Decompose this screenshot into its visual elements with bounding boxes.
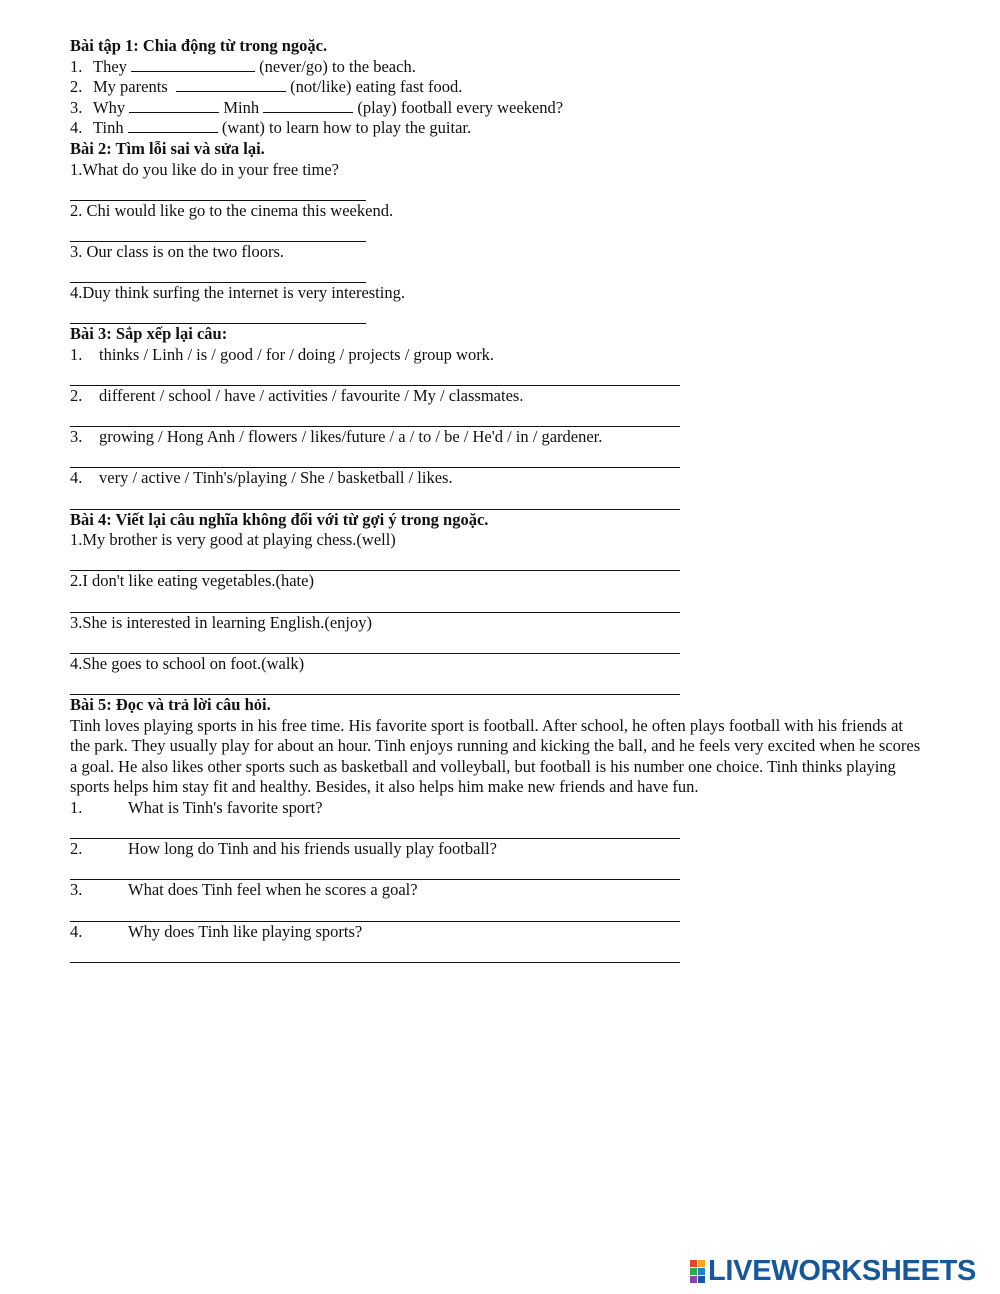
ex5-question-3: 3. What does Tinh feel when he scores a goal? <box>70 880 418 900</box>
ex1-item-4: 4. Tinh (want) to learn how to play the guitar. <box>70 118 472 138</box>
logo-block <box>690 1260 697 1267</box>
ex2-item-3: 3. Our class is on the two floors. <box>70 241 285 261</box>
ex2-heading: Bài 2: Tìm lỗi sai và sửa lại. <box>70 138 265 158</box>
answer-blank[interactable] <box>128 118 218 133</box>
ex4-item-1: 1.My brother is very good at playing chess.(well) <box>70 530 396 550</box>
ex3-item-4: 4. very / active / Tinh's/playing / She / basketball / likes. <box>70 468 453 488</box>
ex3-item-2: 2. different / school / have / activities / favourite / My / classmates. <box>70 386 524 406</box>
ex4-item-2: 2.I don't like eating vegetables.(hate) <box>70 571 314 591</box>
logo-text: LIVEWORKSHEETS <box>708 1254 977 1287</box>
answer-line[interactable] <box>70 942 680 963</box>
ex1-item-3: 3. Why Minh (play) football every weekend? <box>70 97 564 117</box>
ex2-item-4: 4.Duy think surfing the internet is very interesting. <box>70 283 405 303</box>
answer-blank[interactable] <box>263 98 353 113</box>
ex3-item-3: 3. growing / Hong Anh / flowers / likes/future / a / to / be / He'd / in / gardener. <box>70 427 603 447</box>
answer-line[interactable] <box>70 819 680 840</box>
answer-line[interactable] <box>70 304 366 325</box>
logo-block <box>698 1260 705 1267</box>
ex1-item-2: 2. My parents (not/like) eating fast food. <box>70 77 463 97</box>
ex2-item-1: 1.What do you like do in your free time? <box>70 159 339 179</box>
ex5-question-4: 4. Why does Tinh like playing sports? <box>70 921 363 941</box>
answer-blank[interactable] <box>131 57 255 72</box>
answer-line[interactable] <box>70 674 680 695</box>
answer-line[interactable] <box>70 221 366 242</box>
ex5-heading: Bài 5: Đọc và trả lời câu hỏi. <box>70 695 271 714</box>
answer-blank[interactable] <box>129 98 219 113</box>
answer-line[interactable] <box>70 263 366 284</box>
answer-line[interactable] <box>70 489 680 510</box>
answer-blank[interactable] <box>176 77 286 92</box>
logo-block <box>698 1268 705 1275</box>
logo-block <box>690 1268 697 1275</box>
answer-line[interactable] <box>70 592 680 613</box>
answer-line[interactable] <box>70 860 680 881</box>
ex4-item-3: 3.She is interested in learning English.(enjoy) <box>70 612 372 632</box>
answer-line[interactable] <box>70 407 680 428</box>
ex1-heading: Bài tập 1: Chia động từ trong ngoặc. <box>70 36 328 55</box>
answer-line[interactable] <box>70 180 366 201</box>
logo-blocks-icon <box>690 1260 705 1283</box>
ex5-question-1: 1. What is Tinh's favorite sport? <box>70 797 323 817</box>
answer-line[interactable] <box>70 551 680 572</box>
ex3-item-1: 1. thinks / Linh / is / good / for / doing / projects / group work. <box>70 344 495 364</box>
ex4-heading: Bài 4: Viết lại câu nghĩa không đổi với từ gợi ý trong ngoặc. <box>70 509 489 529</box>
answer-line[interactable] <box>70 366 680 387</box>
answer-line[interactable] <box>70 901 680 922</box>
liveworksheets-logo <box>690 1254 976 1288</box>
ex3-heading: Bài 3: Sắp xếp lại câu: <box>70 324 228 344</box>
ex2-item-2: 2. Chi would like go to the cinema this weekend. <box>70 200 394 220</box>
ex4-item-4: 4.She goes to school on foot.(walk) <box>70 653 305 673</box>
logo-block <box>698 1276 705 1283</box>
ex1-item-1: 1. They (never/go) to the beach. <box>70 56 416 76</box>
answer-line[interactable] <box>70 448 680 469</box>
logo-block <box>690 1276 697 1283</box>
reading-passage: Tinh loves playing sports in his free time. His favorite sport is football. After school, he often plays football with his friends at the park. They usually play for about an hour. Tinh enjoys running and kicking the ball, and he feels very excited when he scores a goal. He also likes other sports such as basketball and volleyball, but football is his number one choice. Tinh thinks playing sports helps him stay fit and healthy. Besides, it also helps him make new friends and have fun. <box>70 715 921 797</box>
answer-line[interactable] <box>70 633 680 654</box>
ex5-question-2: 2. How long do Tinh and his friends usually play football? <box>70 839 497 859</box>
worksheet <box>70 36 930 963</box>
